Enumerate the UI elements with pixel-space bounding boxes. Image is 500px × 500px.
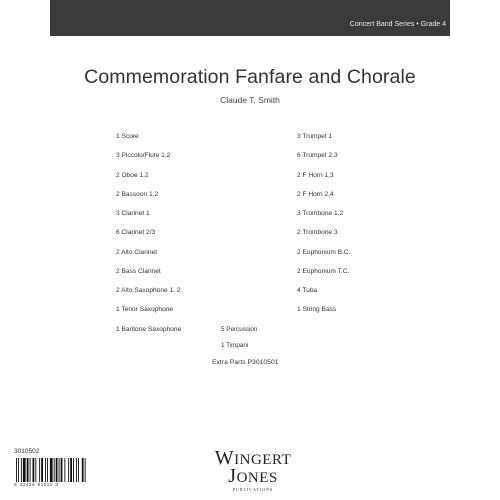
part-item: 4 Tuba	[297, 287, 318, 294]
barcode-block	[14, 448, 106, 488]
part-item: 3 Piccolo/Flute 1,2	[116, 152, 171, 160]
part-item: 2 Euphonium T.C.	[297, 267, 350, 275]
barcode-digits: 8 22424 01211 3	[14, 483, 59, 488]
series-grade-label: Concert Band Series • Grade 4	[349, 21, 446, 28]
publisher-logo	[203, 447, 303, 494]
part-item: 1 Baritone Saxophone	[116, 325, 182, 333]
instrumentation-left-column	[116, 133, 181, 345]
part-item: 2 Trombone 3	[297, 229, 338, 237]
piece-title: Commemoration Fanfare and Chorale	[84, 66, 416, 88]
timpani-part: 1 Timpani	[221, 342, 249, 349]
part-item: 6 Clarinet 2/3	[116, 229, 156, 237]
part-item: 1 Tenor Saxophone	[116, 306, 174, 314]
part-item: 2 Alto Saxophone 1, 2	[116, 287, 181, 294]
instrumentation-right-column	[297, 133, 351, 326]
part-item: 6 Trumpet 2,3	[297, 152, 338, 160]
part-item: 3 Trumpet 1	[297, 133, 333, 140]
part-item: 1 Score	[116, 133, 139, 140]
barcode-image	[16, 458, 104, 482]
part-item: 2 Euphonium B.C.	[297, 248, 351, 256]
publisher-tagline: PUBLICATIONS	[232, 487, 274, 492]
part-item: 2 Bass Clarinet	[116, 267, 161, 275]
publisher-name-line-2: JONES	[228, 465, 278, 487]
header-bar	[50, 0, 450, 36]
part-item: 2 F Horn 1,3	[297, 171, 334, 179]
part-item: 2 Oboe 1,2	[116, 171, 149, 179]
part-item: 2 Bassoon 1,2	[116, 190, 159, 198]
part-item: 2 Alto Clarinet	[116, 248, 158, 256]
cover-page	[50, 0, 450, 500]
part-item: 3 Trombone 1,2	[297, 210, 344, 217]
percussion-part: 5 Percussion	[221, 326, 258, 333]
composer-name: Claude T. Smith	[220, 95, 280, 105]
part-item: 1 String Bass	[297, 306, 337, 314]
publisher-name-line-1: WINGERT	[214, 447, 292, 469]
part-item: 2 F Horn 2,4	[297, 190, 334, 198]
item-number: 3010502	[14, 448, 40, 455]
part-item: 3 Clarinet 1	[116, 210, 150, 217]
extra-parts-number: Extra Parts P3010501	[212, 359, 279, 366]
